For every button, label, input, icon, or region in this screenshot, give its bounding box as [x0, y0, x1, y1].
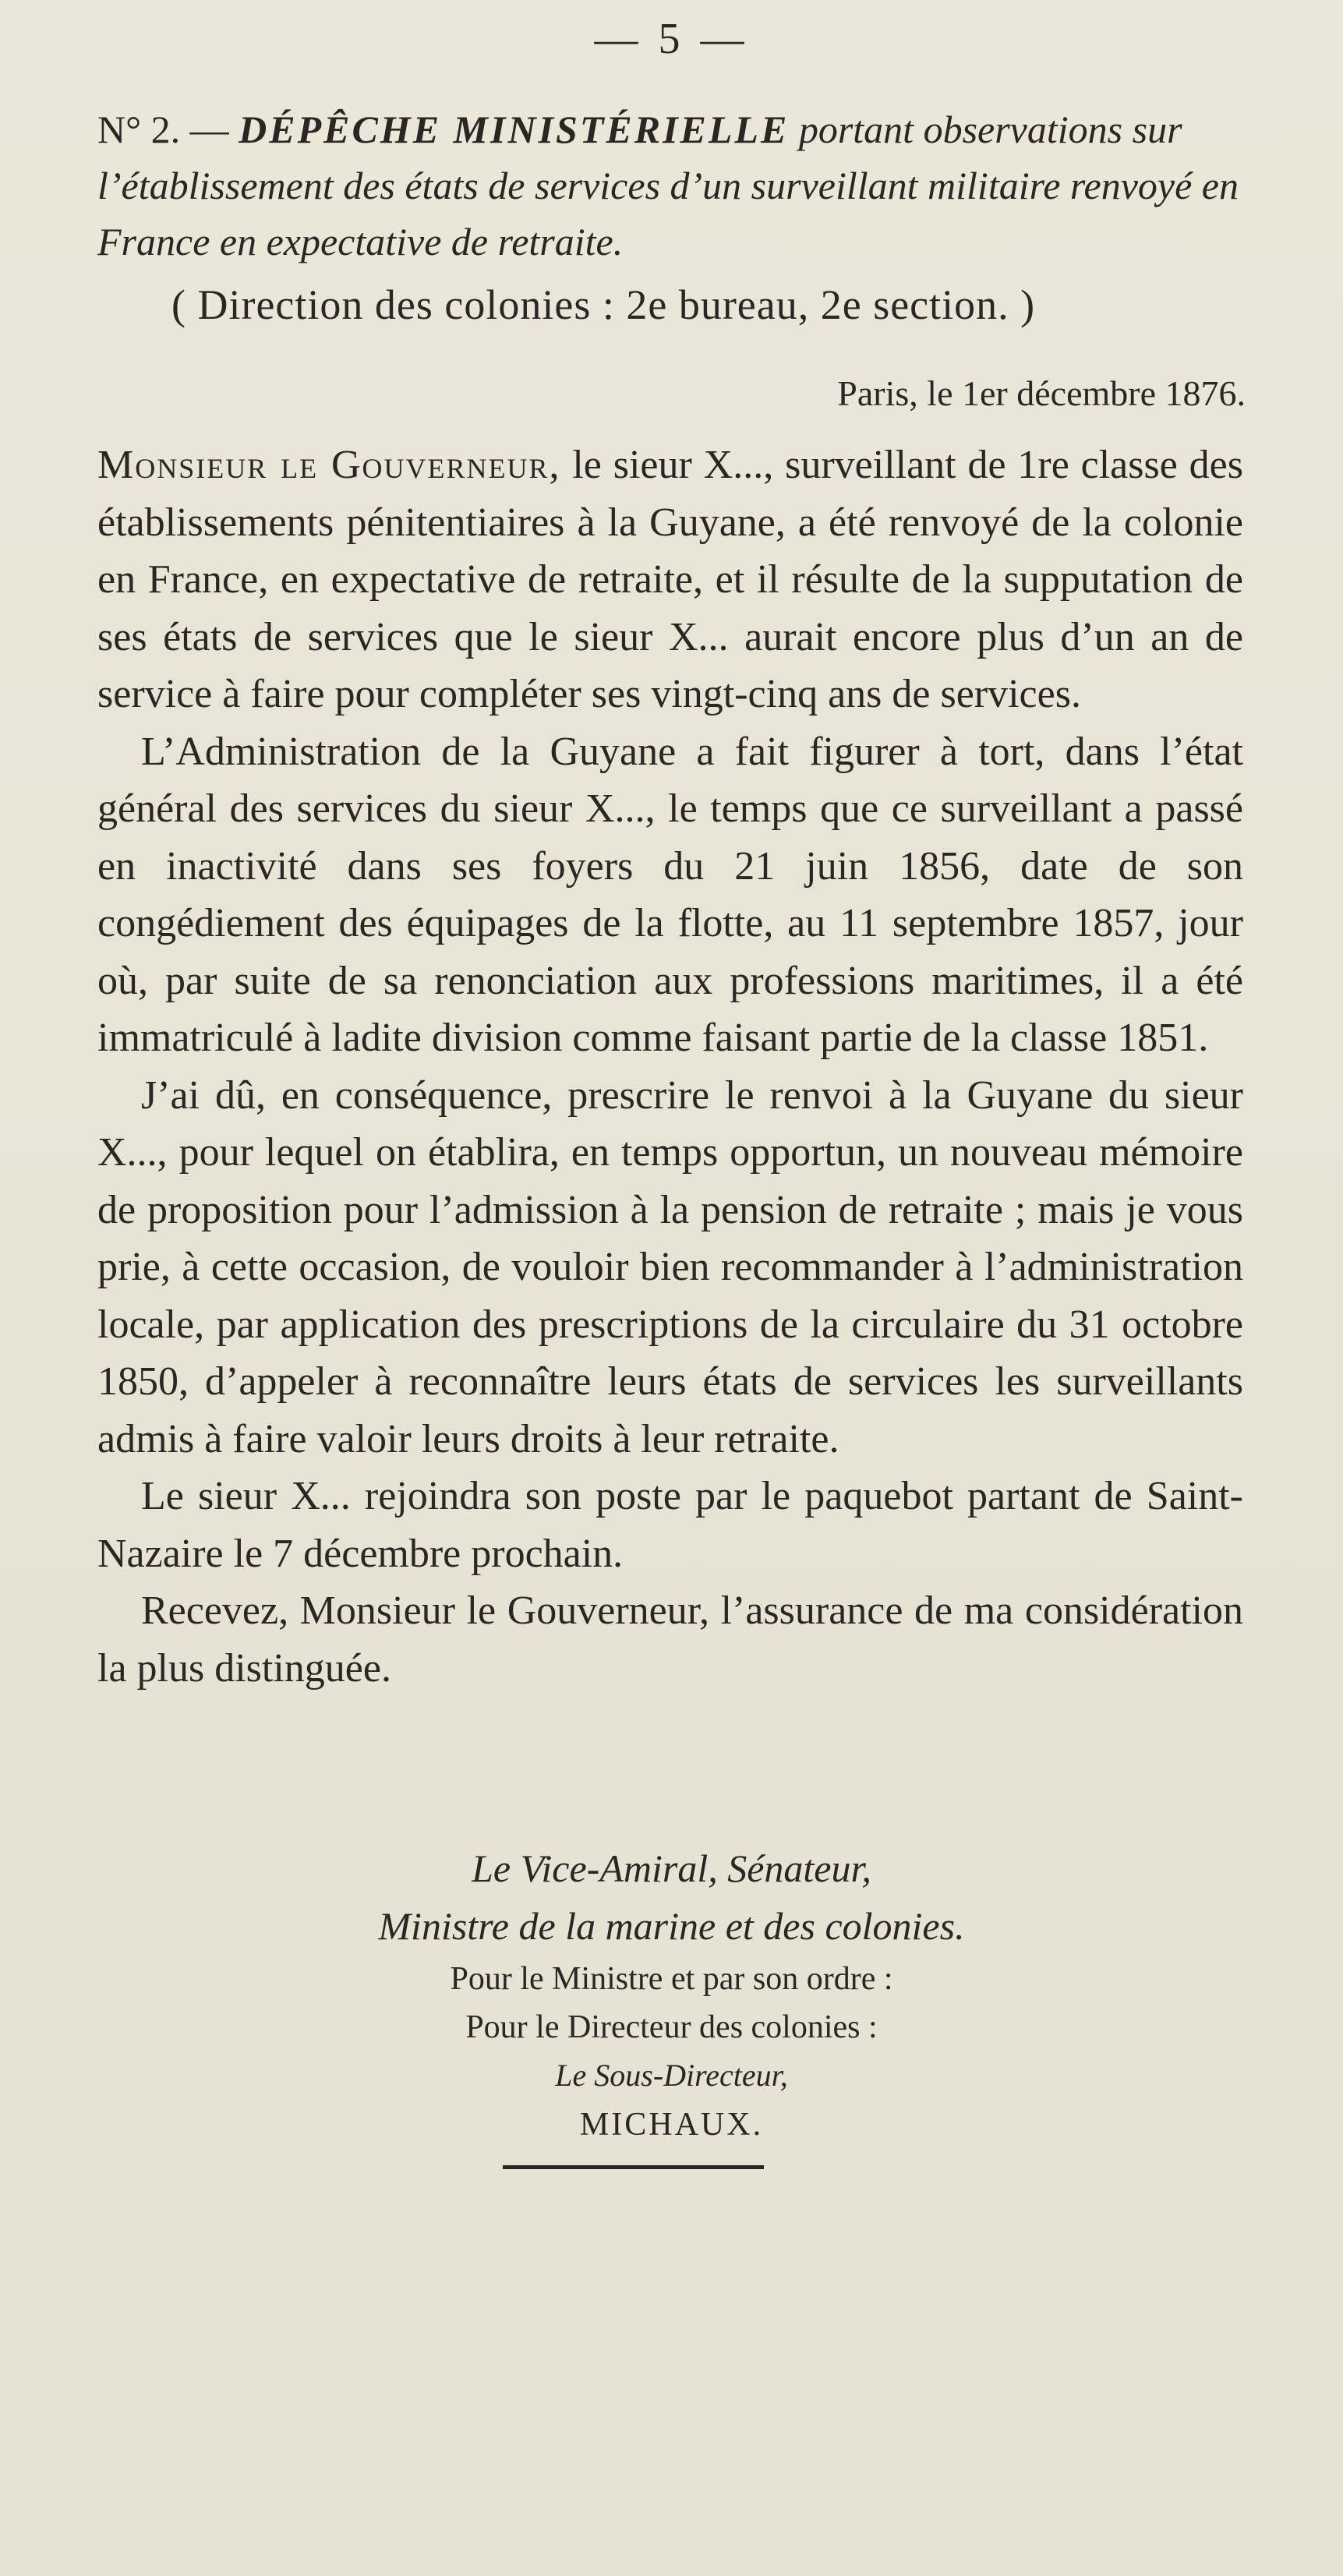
salutation: Monsieur le Gouverneur,	[97, 443, 561, 487]
page-number: — 5 —	[594, 15, 749, 63]
signature-delegation: Pour le Ministre et par son ordre :	[450, 1961, 893, 1997]
signature-director: Pour le Directeur des colonies :	[465, 2009, 878, 2045]
signature-block	[0, 1839, 1343, 2150]
direction-line: ( Direction des colonies : 2e bureau, 2e section. )	[171, 281, 1036, 328]
heading-number: N° 2. —	[97, 108, 229, 151]
paragraph-1-text: le sieur X..., surveillant de 1re classe des établissements pénitentiaires à la Guyane, a été renvoyé de la colonie en France, en expectative de retraite, et il résulte de la supputation de ses états de services que le sieur X... aurait encore plus d’un an de service à faire pour compléter ses vingt-cinq ans de services.	[97, 443, 1243, 716]
paragraph-5: Recevez, Monsieur le Gouverneur, l’assurance de ma considération la plus distinguée.	[97, 1588, 1243, 1691]
paragraph-2: L’Administration de la Guyane a fait figurer à tort, dans l’état général des services du sieur X..., le temps que ce surveillant a passé en inactivité dans ses foyers du 21 juin 1856, date de son congédiement des équipages de la flotte, au 11 septembre 1857, jour où, par suite de sa renonciation aux professions maritimes, il a été immatriculé à ladite division comme faisant partie de la classe 1851.	[97, 729, 1243, 1060]
dateline: Paris, le 1er décembre 1876.	[837, 373, 1246, 413]
signature-title: Le Vice-Amiral, Sénateur,	[472, 1846, 871, 1890]
signature-subdirector: Le Sous-Directeur,	[555, 2058, 788, 2093]
paragraph-4: Le sieur X... rejoindra son poste par le paquebot partant de Saint-Nazaire le 7 décembre prochain.	[97, 1474, 1243, 1576]
letter-body	[97, 436, 1243, 1697]
heading-subtitle: portant observations sur l’établissement des états de services d’un surveillant militaire renvoyé en France en expectative de retraite.	[97, 108, 1239, 263]
closing-rule	[503, 2165, 764, 2169]
signature-name: MICHAUX.	[579, 2107, 764, 2143]
paragraph-3: J’ai dû, en conséquence, prescrire le renvoi à la Guyane du sieur X..., pour lequel on établira, en temps opportun, un nouveau mémoire de proposition pour l’admission à la pension de retraite ; mais je vous prie, à cette occasion, de vouloir bien recommander à l’administration locale, par application des prescriptions de la circulaire du 31 octobre 1850, d’appeler à reconnaître leurs états de services les surveillants admis à faire valoir leurs droits à leur retraite.	[97, 1072, 1243, 1461]
signature-ministry: Ministre de la marine et des colonies.	[378, 1904, 965, 1948]
heading-title: DÉPÊCHE MINISTÉRIELLE	[239, 108, 790, 151]
paragraph-1	[97, 436, 1243, 723]
document-heading	[97, 101, 1251, 270]
